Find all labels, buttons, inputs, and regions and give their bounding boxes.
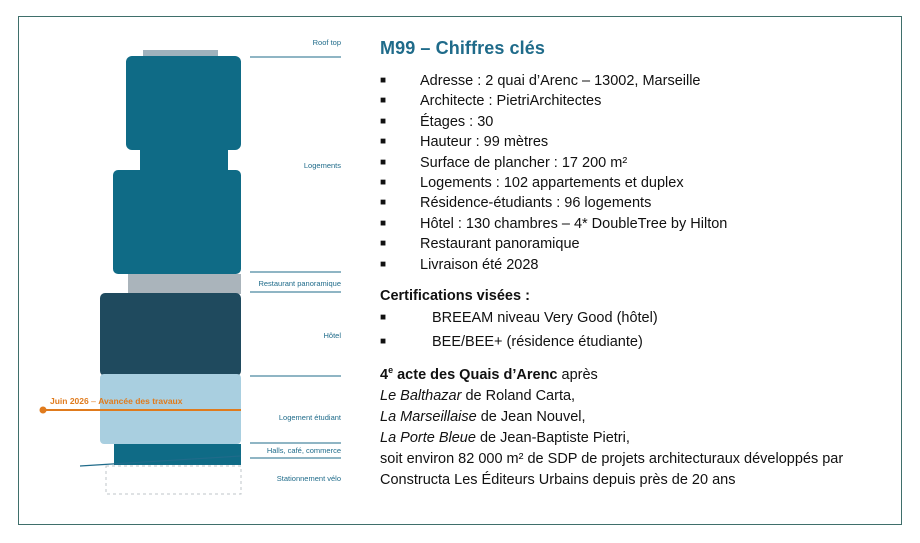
progress-separator: – bbox=[88, 396, 99, 406]
certifications-list bbox=[380, 306, 900, 354]
label-hotel: Hôtel bbox=[323, 331, 341, 340]
act-title: acte des Quais d’Arenc bbox=[393, 367, 558, 384]
project-balthazar: Le Balthazar bbox=[380, 388, 462, 405]
fact-item bbox=[380, 91, 900, 111]
act-after: après bbox=[557, 367, 598, 384]
square-bullet-icon: ■ bbox=[380, 136, 387, 148]
square-bullet-icon: ■ bbox=[380, 312, 387, 324]
label-logements: Logements bbox=[303, 161, 341, 170]
fact-item-text: Hauteur : 99 mètres bbox=[420, 134, 549, 151]
logements-block-upper bbox=[126, 56, 241, 150]
fact-item bbox=[380, 214, 900, 234]
logements-block-lower bbox=[113, 170, 241, 274]
roof-top-cap bbox=[143, 50, 218, 56]
fact-item bbox=[380, 153, 900, 173]
project-porte-bleue: La Porte Bleue bbox=[380, 430, 476, 447]
fact-item bbox=[380, 112, 900, 132]
quais-line-4 bbox=[380, 428, 900, 449]
square-bullet-icon: ■ bbox=[380, 156, 387, 168]
certifications-title: Certifications visées : bbox=[380, 288, 530, 305]
fact-item bbox=[380, 234, 900, 254]
cert-item bbox=[380, 330, 900, 354]
act-bold bbox=[380, 367, 558, 383]
square-bullet-icon: ■ bbox=[380, 75, 387, 86]
square-bullet-icon: ■ bbox=[380, 336, 387, 348]
project-marseillaise: La Marseillaise bbox=[380, 409, 477, 426]
quais-paragraph bbox=[380, 365, 900, 491]
progress-label bbox=[50, 396, 183, 406]
fact-item-text: Livraison été 2028 bbox=[420, 256, 539, 273]
progress-text: Avancée des travaux bbox=[98, 396, 183, 406]
fact-item bbox=[380, 255, 900, 275]
quais-line-3 bbox=[380, 407, 900, 428]
act-sup: e bbox=[388, 365, 394, 376]
square-bullet-icon: ■ bbox=[380, 177, 387, 189]
project-porte-bleue-architect: de Jean-Baptiste Pietri, bbox=[475, 430, 630, 447]
label-logement-etudiant: Logement étudiant bbox=[278, 413, 341, 422]
fact-item-text: Résidence-étudiants : 96 logements bbox=[420, 195, 652, 212]
fact-item-text: Surface de plancher : 17 200 m² bbox=[420, 154, 628, 171]
fact-item-text: Logements : 102 appartements et duplex bbox=[420, 175, 684, 192]
quais-line-6: Constructa Les Éditeurs Urbains depuis près de 20 ans bbox=[380, 472, 736, 489]
square-bullet-icon: ■ bbox=[380, 95, 387, 107]
square-bullet-icon: ■ bbox=[380, 258, 387, 270]
square-bullet-icon: ■ bbox=[380, 115, 387, 127]
page-title: M99 – Chiffres clés bbox=[380, 38, 545, 58]
quais-line-1 bbox=[380, 365, 900, 386]
label-roof-top: Roof top bbox=[312, 38, 341, 47]
fact-item-text: Étages : 30 bbox=[420, 113, 494, 130]
quais-line-5: soit environ 82 000 m² de SDP de projets architecturaux développés par bbox=[380, 451, 844, 468]
cert-item-text: BEE/BEE+ (résidence étudiante) bbox=[432, 334, 643, 351]
logements-connector bbox=[140, 146, 228, 174]
key-facts-list bbox=[380, 71, 900, 275]
label-restaurant: Restaurant panoramique bbox=[258, 279, 341, 288]
hotel-block bbox=[100, 293, 241, 376]
fact-item-text: Restaurant panoramique bbox=[420, 236, 580, 253]
quais-line-2 bbox=[380, 386, 900, 407]
cert-item bbox=[380, 306, 900, 330]
square-bullet-icon: ■ bbox=[380, 217, 387, 229]
act-number: 4 bbox=[380, 367, 389, 384]
project-balthazar-architect: de Roland Carta, bbox=[461, 388, 576, 405]
tower-diagram bbox=[0, 0, 370, 543]
label-halls: Halls, café, commerce bbox=[266, 446, 341, 455]
halls-block bbox=[114, 444, 241, 465]
square-bullet-icon: ■ bbox=[380, 197, 387, 209]
square-bullet-icon: ■ bbox=[380, 238, 387, 250]
fact-item-text: Hôtel : 130 chambres – 4* DoubleTree by Hilton bbox=[420, 215, 728, 232]
cert-item-text: BREEAM niveau Very Good (hôtel) bbox=[432, 310, 658, 327]
progress-marker-dot bbox=[40, 407, 47, 414]
fact-item-text: Architecte : PietriArchitectes bbox=[420, 93, 602, 110]
restaurant-block bbox=[128, 274, 241, 294]
key-figures-panel bbox=[380, 38, 900, 491]
progress-date: Juin 2026 bbox=[50, 396, 89, 406]
fact-item bbox=[380, 71, 900, 91]
project-marseillaise-architect: de Jean Nouvel, bbox=[476, 409, 586, 426]
fact-item-text: Adresse : 2 quai d’Arenc – 13002, Marseille bbox=[420, 73, 701, 89]
fact-item bbox=[380, 173, 900, 193]
fact-item bbox=[380, 132, 900, 152]
fact-item bbox=[380, 193, 900, 213]
label-stationnement: Stationnement vélo bbox=[276, 474, 341, 483]
stationnement-outline bbox=[106, 466, 241, 494]
